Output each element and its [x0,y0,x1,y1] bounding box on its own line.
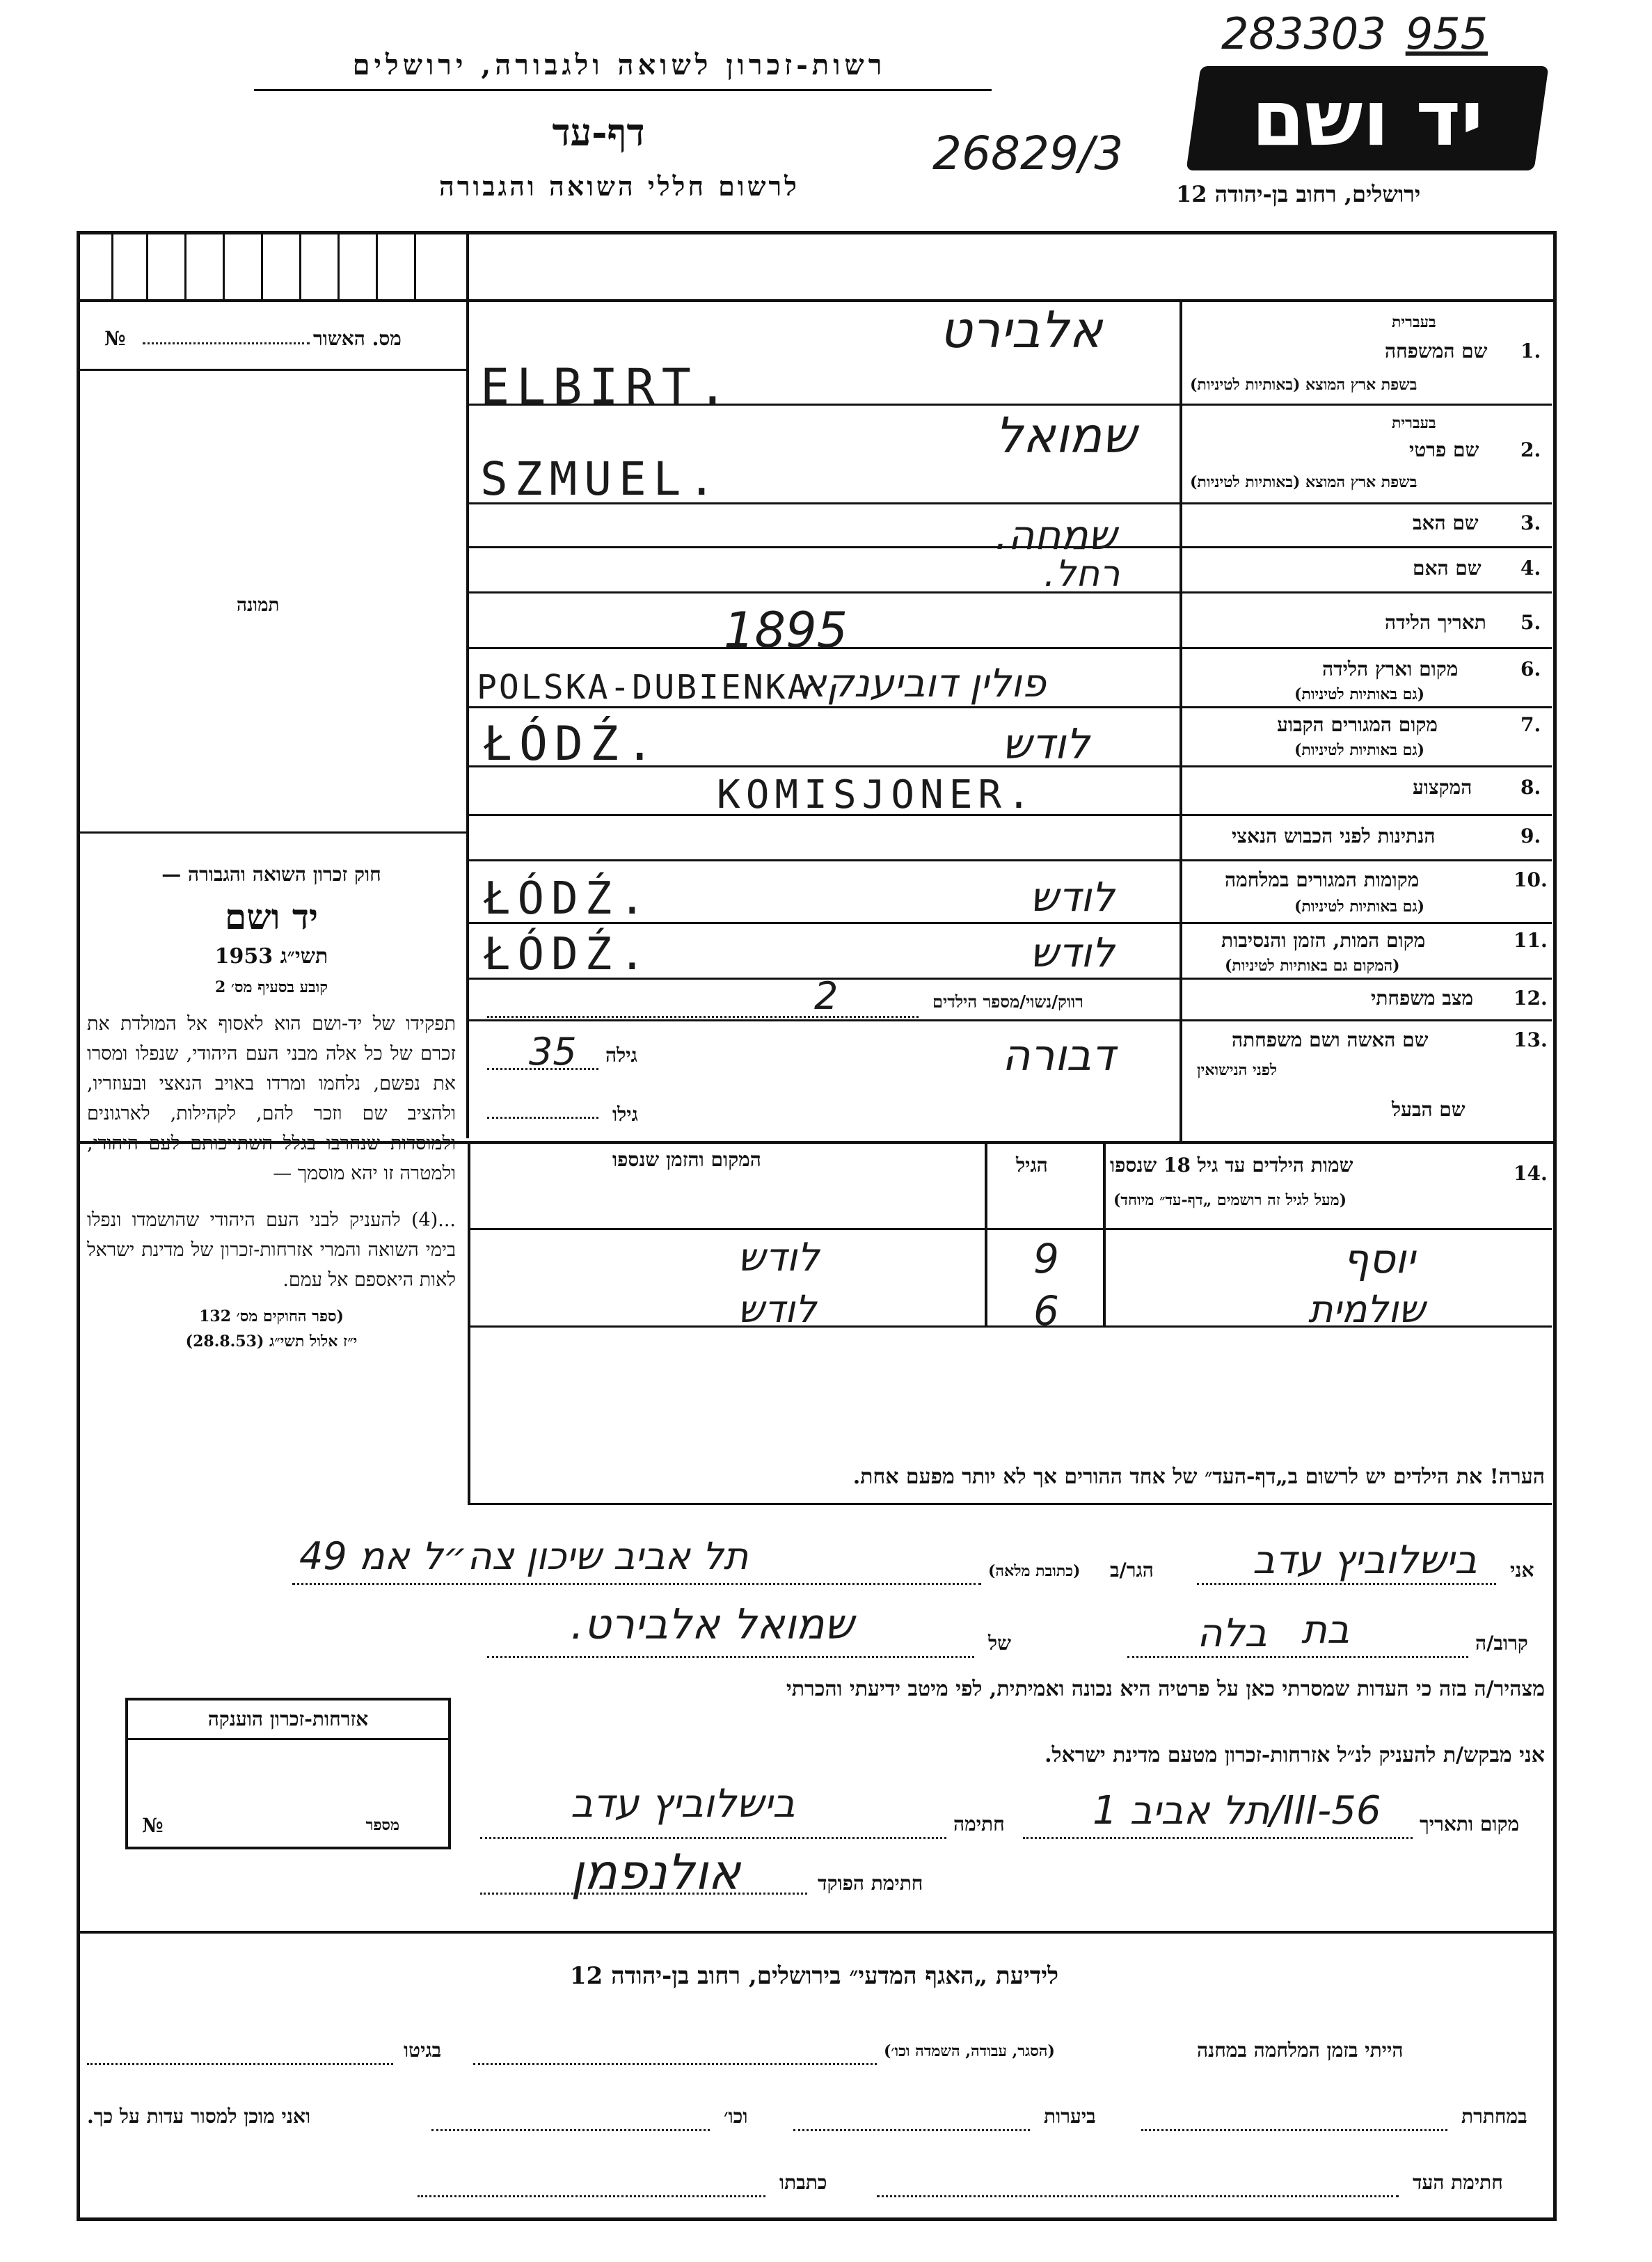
officer-signature[interactable]: אולנפמן [571,1844,741,1901]
residing-hint: (כתובת מלאה) [988,1562,1081,1580]
occupation-value[interactable]: KOMISJONER. [717,772,1036,818]
relation-value[interactable]: בת [1301,1607,1350,1652]
of-name-value[interactable]: שמואל אלבירט. [571,1600,855,1649]
certificate-number-label: מספר [365,1816,399,1834]
field-10-number: 10. [1514,868,1548,891]
footer-address-field[interactable] [418,2195,765,2197]
handwritten-archive-number: 283303 955 [1221,8,1488,59]
wife-age-value[interactable]: 35 [529,1030,577,1074]
children-place-header: המקום והזמן שנספו [612,1148,761,1171]
husband-age-label: גילו [612,1103,638,1126]
field-1-label: שם המשפחה [1385,340,1488,363]
field-7-label: מקום המגורים הקבוע [1277,713,1438,736]
field-6-label: מקום וארץ הלידה [1322,658,1459,680]
children-count-value[interactable]: 2 [814,974,839,1018]
law-body-clause-4: ...(4) להעניק לבני העם היהודי שהושמדו ונפלו בימי השואה והמרי אזרחות-זכרון של מדינת ישראל לאות היאספם אל עמם. [87,1209,456,1291]
residing-label: הגר/ב [1110,1559,1154,1582]
field-5-number: 5. [1520,611,1541,634]
field-2-label: שם פרטי [1409,438,1479,461]
wartime-residence-latin[interactable]: ŁÓDŹ. [484,873,653,925]
declarant-label: אני [1510,1559,1534,1582]
child-age[interactable]: 6 [1033,1287,1059,1335]
declaration-text: מצהיר/ה בזה כי העדות שמסרתי כאן על פרטיה היא נכונה ואמיתית, לפי מיטב ידיעתי והכרתי [786,1677,1545,1701]
field-8-label: המקצוע [1413,776,1472,799]
certificate-no-symbol: № [142,1814,164,1837]
field-10-sub: (גם באותיות לטיניות) [1294,898,1425,916]
declarant-address[interactable]: תל אביב שיכון צה״ל אמ 49 [299,1534,749,1578]
approval-number-field[interactable] [143,342,310,344]
law-body: תפקידו של יד-ושם הוא לאסוף אל המולדת את זכרם של כל אלה מבני העם היהודי, שנפלו ומסרו את נפשם, נלחמו ומרדו באויב הנאצי ובעוזריו, ולהציב שם וזכר להם, לקהילות, לארגונים ולמטרה זו יהא מוסמך — [87,1013,456,1184]
field-10-label: מקומות המגורים במלחמה [1225,868,1420,891]
law-year: תשי״ג 1953 [214,944,328,969]
field-6-number: 6. [1520,658,1541,680]
father-name-value[interactable]: שמחה. [995,511,1117,559]
law-reference: (ספר החוקים מס׳ 132 [199,1307,344,1325]
org-address: ירושלים, רחוב בן-יהודה 12 [1176,181,1421,207]
field-3-label: שם האב [1413,511,1479,534]
field-9-label: הנתינות לפני הכבוש הנאצי [1232,825,1436,847]
field-9-number: 9. [1520,825,1541,847]
footer-etc-label: וכו׳ [724,2105,748,2128]
memorial-citizenship-box [125,1698,451,1849]
field-6-sub: (גם באותיות לטיניות) [1294,685,1425,703]
field-13-sub: לפני הנישואין [1197,1061,1278,1079]
footer-camp-field[interactable] [473,2063,877,2065]
field-1-sub: בשפת ארץ המוצא (באותיות לטיניות) [1190,376,1417,394]
of-label: של [988,1632,1011,1655]
declarant-signature[interactable]: בישלוביץ עדב [571,1781,795,1826]
field-13-number: 13. [1514,1028,1548,1051]
birth-place-hebrew[interactable]: פולין דוביענקא [800,661,1047,706]
law-reference-date: י״ז אלול תשי״ג (28.8.53) [185,1332,358,1351]
relation-extra-value[interactable]: בלה [1197,1611,1267,1656]
child-age[interactable]: 9 [1033,1235,1059,1282]
law-title: חוק זכרון השואה והגבורה — [161,863,381,886]
child-place[interactable]: לודש [738,1287,817,1331]
death-place-latin[interactable]: ŁÓDŹ. [484,929,653,980]
child-place[interactable]: לודש [738,1235,820,1280]
child-name[interactable]: יוסף [1343,1235,1415,1282]
children-age-header: הגיל [1016,1154,1048,1177]
field-1-lang: בעברית [1392,313,1436,331]
logo-text: יד ושם [1251,74,1484,163]
request-text: אני מבקש/ת להעניק לנ״ל אזרחות-זכרון מטעם מדינת ישראל. [1045,1743,1545,1767]
relative-label: קרוב/ה [1475,1632,1528,1655]
place-date-label: מקום ותאריך [1420,1813,1520,1835]
handwritten-file-number: 26829/3 [932,127,1124,180]
signature-label: חתימה [953,1813,1005,1835]
first-name-latin[interactable]: SZMUEL. [480,452,723,506]
field-2-lang: בעברית [1392,414,1436,432]
birth-date-value[interactable]: 1895 [724,602,848,659]
wife-age-label: גילה [605,1044,637,1067]
law-name: יד ושם [225,896,318,937]
field-11-number: 11. [1514,929,1548,952]
form-title: דף-עד [552,110,645,154]
footer-witness-signature-label: חתימת העד [1413,2171,1503,2194]
field-2-number: 2. [1520,438,1541,461]
children-header-sub: (מעל לגיל זה רושמים „דף-עד״ מיוחד) [1113,1191,1347,1209]
certificate-title: אזרחות-זכרון הוענקה [207,1707,369,1730]
birth-place-latin[interactable]: POLSKA-DUBIENKA [477,668,810,707]
approval-number-label: מס. האשור [313,327,402,350]
field-11-sub: (המקום גם באותיות לטיניות) [1225,957,1400,975]
note-text: הערה! את הילדים יש לרשום ב„דף-העד״ של אחד ההורים אך לא יותר מפעם אחת. [852,1465,1545,1489]
photo-label: תמונה [237,595,280,616]
declarant-name[interactable]: בישלוביץ עדב [1253,1538,1477,1583]
child-name[interactable]: שולמית [1308,1287,1425,1331]
field-4-label: שם האם [1413,557,1482,580]
footer-title: לידיעת „האגף המדעי״ בירושלים, רחוב בן-יהודה 12 [569,1962,1059,1990]
yad-vashem-logo [1186,66,1548,170]
residence-latin[interactable]: ŁÓDŹ. [484,717,661,772]
footer-forests-field[interactable] [793,2129,1030,2131]
death-place-hebrew[interactable]: לודש [1030,929,1115,976]
law-clause: קובע בסעיף מס׳ 2 [214,978,328,996]
footer-underground-field[interactable] [1141,2129,1447,2131]
field-12-label: מצב משפחתי [1371,987,1474,1010]
field-12-number: 12. [1514,987,1548,1010]
footer-witness-signature-field[interactable] [877,2195,1399,2197]
field-3-number: 3. [1520,511,1541,534]
husband-name-label: שם הבעל [1392,1098,1466,1121]
family-name-hebrew[interactable]: אלבירט [939,301,1103,359]
approval-no-symbol: № [104,327,126,350]
marital-status-options: רווק/נשוי/מספר הילדים [932,991,1083,1012]
field-2-sub: בשפת ארץ המוצא (באותיות לטיניות) [1190,473,1417,491]
field-11-label: מקום המות, הזמן והנסיבות [1221,929,1426,952]
footer-underground-label: במחתרת [1461,2105,1527,2128]
residence-hebrew[interactable]: לודש [1002,720,1090,769]
mother-name-value[interactable]: רחל. [1044,553,1120,595]
law-text-block [87,863,456,1351]
field-1-number: 1. [1520,340,1541,363]
wartime-residence-hebrew[interactable]: לודש [1030,873,1115,921]
form-subtitle: לרשום חללי השואה והגבורה [439,170,800,202]
officer-signature-label: חתימת הפוקד [818,1872,923,1895]
field-4-number: 4. [1520,557,1541,580]
children-header: שמות הילדים עד גיל 18 שנספו [1110,1154,1353,1177]
wife-name-value[interactable]: דבורה [1002,1030,1115,1081]
field-13-label: שם האשה ושם משפחתה [1232,1028,1429,1051]
organization-line: רשות-זכרון לשואה ולגבורה, ירושלים [352,49,887,81]
footer-camp-label: הייתי בזמן המלחמה במחנה [1197,2039,1404,2062]
field-7-number: 7. [1520,713,1541,736]
footer-camp-hint: (הסגר, עבודה, השמדה וכו׳) [884,2042,1055,2060]
footer-address-label: כתבתו [779,2171,827,2194]
field-8-number: 8. [1520,776,1541,799]
field-14-number: 14. [1514,1162,1548,1185]
place-date-value[interactable]: תל אביב 1/III-56 [1093,1788,1381,1833]
footer-ghetto-field[interactable] [87,2063,393,2065]
footer-ghetto-label: בגיטו [404,2039,442,2062]
first-name-hebrew[interactable]: שמואל [995,407,1136,464]
field-7-sub: (גם באותיות לטיניות) [1294,741,1425,759]
footer-willing-text: ואני מוכן למסור עדות על כך. [87,2105,311,2128]
footer-etc-field[interactable] [431,2129,710,2131]
field-5-label: תאריך הלידה [1385,611,1486,634]
family-name-latin[interactable]: ELBIRT. [480,358,735,415]
footer-forests-label: ביערות [1044,2105,1096,2128]
